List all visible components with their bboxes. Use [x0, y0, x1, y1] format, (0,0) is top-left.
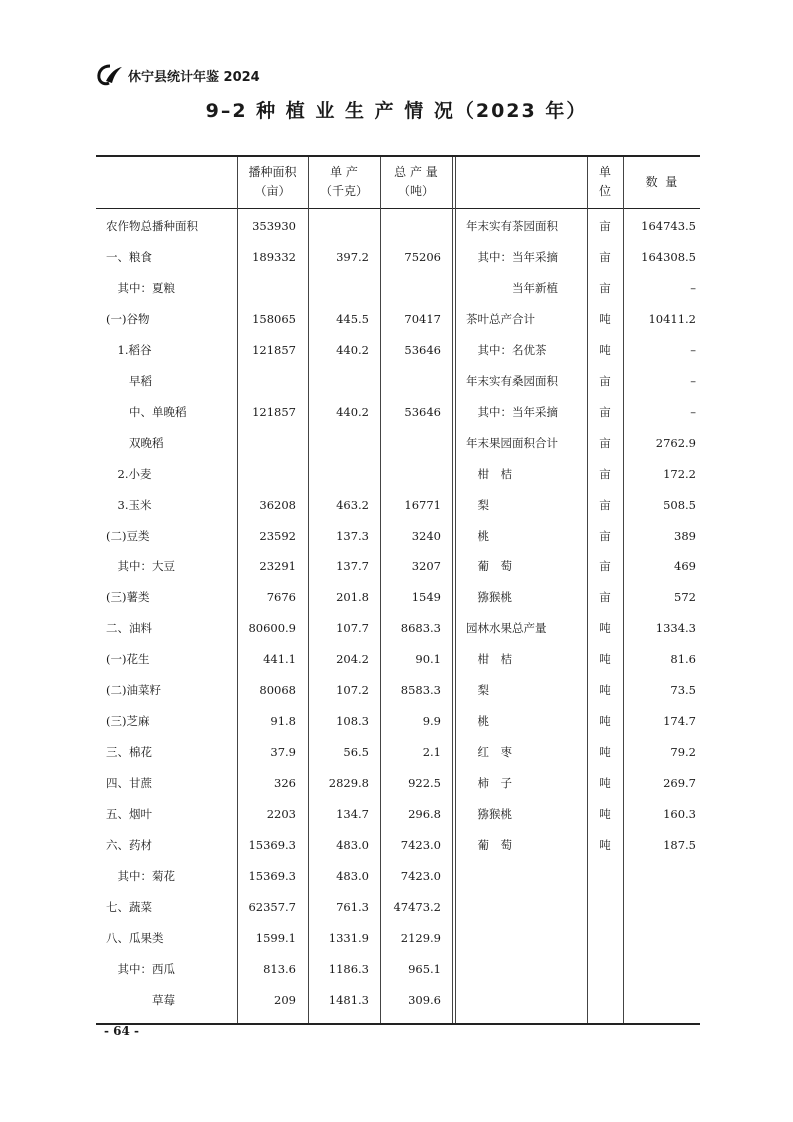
sown-area-value: 121857: [252, 342, 296, 357]
sown-area-value: 62357.7: [248, 899, 296, 914]
header-yield: [308, 156, 380, 208]
yield-value: 483.0: [336, 838, 369, 852]
output-value: 47473.2: [393, 899, 441, 914]
header-line: （亩）: [254, 184, 291, 198]
crop-item-label: 2.小麦: [106, 466, 152, 481]
yield-value: 201.8: [336, 590, 369, 605]
unit-value: 吨: [599, 652, 611, 667]
unit-value: 亩: [599, 466, 611, 481]
quantity-value: –: [690, 404, 696, 419]
output-value: 3240: [411, 528, 441, 543]
orchard-item-label: 其中：当年采摘: [466, 249, 558, 264]
quantity-value: 187.5: [663, 838, 696, 852]
unit-value: 亩: [599, 497, 611, 512]
crop-item-label: 3.玉米: [106, 497, 152, 512]
crop-item-label: 农作物总播种面积: [106, 219, 198, 233]
output-value: 53646: [404, 404, 441, 419]
quantity-value: 172.2: [663, 466, 696, 481]
crop-item-label: 其中：大豆: [106, 559, 175, 574]
output-value: 309.6: [408, 992, 441, 1007]
header-quantity: [623, 156, 700, 208]
orchard-item-label: 年末果园面积合计: [466, 435, 558, 450]
output-value: 922.5: [408, 776, 441, 791]
unit-value: 亩: [599, 435, 611, 450]
crop-item-label: 七、蔬菜: [106, 899, 152, 914]
quantity-value: 469: [674, 559, 696, 574]
unit-value: 吨: [599, 838, 611, 852]
unit-value: 亩: [599, 249, 611, 264]
table-row: [96, 830, 700, 861]
output-value: 16771: [404, 497, 441, 512]
header-line: 单 产: [330, 165, 358, 179]
yield-value: 134.7: [336, 807, 369, 822]
output-value: 70417: [404, 311, 441, 326]
table-row: [96, 304, 700, 335]
crop-item-label: 三、棉花: [106, 745, 152, 760]
output-value: 1549: [411, 590, 441, 605]
unit-value: 吨: [599, 683, 611, 698]
crop-item-label: 二、油料: [106, 621, 152, 636]
crop-item-label: (二)油菜籽: [106, 683, 161, 698]
header-line: （千克）: [319, 184, 368, 198]
quantity-value: –: [690, 373, 696, 388]
orchard-item-label: 园林水果总产量: [466, 621, 547, 636]
output-value: 296.8: [408, 807, 441, 822]
yield-value: 440.2: [336, 404, 369, 419]
sown-area-value: 441.1: [263, 652, 296, 667]
crop-item-label: 其中：夏粮: [106, 280, 175, 295]
orchard-item-label: 梨: [466, 683, 489, 698]
sown-area-value: 2203: [266, 807, 296, 822]
sown-area-value: 80068: [259, 683, 296, 698]
header-line: 播种面积: [248, 165, 297, 179]
unit-value: 吨: [599, 311, 611, 326]
table-row: [96, 211, 700, 242]
orchard-item-label: 当年新植: [466, 280, 558, 295]
quantity-value: 79.2: [670, 745, 696, 760]
book-title: 休宁县统计年鉴 2024: [128, 69, 260, 85]
orchard-item-label: 柿 子: [466, 776, 512, 791]
yield-value: 2829.8: [328, 776, 369, 791]
table-row: [96, 335, 700, 366]
quantity-value: 572: [674, 590, 696, 605]
quantity-value: 164743.5: [641, 219, 696, 233]
orchard-item-label: 葡 萄: [466, 559, 512, 574]
crop-item-label: 双晚稻: [106, 435, 164, 450]
header-rule: [96, 208, 700, 209]
sown-area-value: 36208: [259, 497, 296, 512]
yield-value: 1481.3: [328, 992, 369, 1007]
quantity-value: 2762.9: [655, 435, 696, 450]
crop-item-label: 中、单晚稻: [106, 404, 187, 419]
orchard-item-label: 年末实有茶园面积: [466, 219, 558, 233]
output-value: 90.1: [415, 652, 441, 667]
output-value: 8583.3: [400, 683, 441, 698]
crop-item-label: 1.稻谷: [106, 342, 152, 357]
output-value: 965.1: [408, 961, 441, 976]
orchard-item-label: 红 枣: [466, 745, 512, 760]
sown-area-value: 91.8: [270, 714, 296, 729]
header-line: 位: [598, 184, 611, 198]
output-value: 75206: [404, 249, 441, 264]
sown-area-value: 326: [274, 776, 296, 791]
table-row: [96, 521, 700, 552]
yield-value: 483.0: [336, 868, 369, 883]
yield-value: 107.2: [336, 683, 369, 698]
quantity-value: 160.3: [663, 807, 696, 822]
orchard-item-label: 桃: [466, 714, 489, 729]
quantity-value: 1334.3: [655, 621, 696, 636]
table-row: [96, 954, 700, 985]
unit-value: 亩: [599, 373, 611, 388]
output-value: 53646: [404, 342, 441, 357]
crop-item-label: 早稻: [106, 373, 152, 388]
table-row: [96, 459, 700, 490]
crop-item-label: (三)薯类: [106, 590, 150, 605]
sown-area-value: 23291: [259, 559, 296, 574]
table-bottom-rule: [96, 1023, 700, 1025]
output-value: 8683.3: [400, 621, 441, 636]
table-row: [96, 737, 700, 768]
table-row: [96, 985, 700, 1016]
output-value: 3207: [411, 559, 441, 574]
output-value: 7423.0: [400, 868, 441, 883]
yield-value: 463.2: [336, 497, 369, 512]
crop-item-label: 其中：西瓜: [106, 961, 175, 976]
header-line: 总 产 量: [394, 165, 438, 179]
table-row: [96, 675, 700, 706]
yield-value: 137.7: [336, 559, 369, 574]
sown-area-value: 80600.9: [248, 621, 296, 636]
table-row: [96, 582, 700, 613]
yield-value: 761.3: [336, 899, 369, 914]
sown-area-value: 7676: [266, 590, 296, 605]
table-row: [96, 242, 700, 273]
quantity-value: 10411.2: [648, 311, 696, 326]
yield-value: 445.5: [336, 311, 369, 326]
table-row: [96, 923, 700, 954]
quantity-value: 164308.5: [641, 249, 696, 264]
quantity-value: 73.5: [670, 683, 696, 698]
table-row: [96, 428, 700, 459]
output-value: 2.1: [422, 745, 441, 760]
yield-value: 1186.3: [328, 961, 369, 976]
yield-value: 1331.9: [328, 930, 369, 945]
header-sown-area: [237, 156, 308, 208]
unit-value: 亩: [599, 528, 611, 543]
table-row: [96, 768, 700, 799]
table-row: [96, 706, 700, 737]
unit-value: 亩: [599, 219, 611, 233]
table-row: [96, 490, 700, 521]
crop-item-label: 六、药材: [106, 838, 152, 852]
sown-area-value: 158065: [252, 311, 296, 326]
unit-value: 亩: [599, 280, 611, 295]
table-row: [96, 644, 700, 675]
orchard-item-label: 桃: [466, 528, 489, 543]
table-row: [96, 366, 700, 397]
quantity-value: 389: [674, 528, 696, 543]
crop-item-label: 一、粮食: [106, 249, 152, 264]
unit-value: 吨: [599, 342, 611, 357]
table-row: [96, 613, 700, 644]
header-unit: [587, 156, 623, 208]
header-line: 单: [598, 165, 611, 179]
yield-value: 204.2: [336, 652, 369, 667]
unit-value: 吨: [599, 807, 611, 822]
sown-area-value: 813.6: [263, 961, 296, 976]
orchard-item-label: 柑 桔: [466, 652, 512, 667]
unit-value: 亩: [599, 559, 611, 574]
sown-area-value: 15369.3: [248, 868, 296, 883]
orchard-item-label: 猕猴桃: [466, 590, 512, 605]
quantity-value: 269.7: [663, 776, 696, 791]
yearbook-header: [96, 62, 260, 88]
unit-value: 吨: [599, 714, 611, 729]
output-value: 9.9: [422, 714, 441, 729]
header-output: [380, 156, 452, 208]
yield-value: 137.3: [336, 528, 369, 543]
yield-value: 397.2: [336, 249, 369, 264]
page-title: 9–2 种 植 业 生 产 情 况（2023 年）: [205, 100, 588, 122]
orchard-item-label: 葡 萄: [466, 838, 512, 852]
sown-area-value: 121857: [252, 404, 296, 419]
yield-value: 108.3: [336, 714, 369, 729]
yearbook-logo-icon: [96, 63, 124, 87]
sown-area-value: 1599.1: [255, 930, 296, 945]
unit-value: 吨: [599, 621, 611, 636]
unit-value: 亩: [599, 590, 611, 605]
crop-item-label: (三)芝麻: [106, 714, 150, 729]
crop-item-label: (二)豆类: [106, 528, 150, 543]
header-line: 数 量: [645, 174, 678, 189]
crop-item-label: (一)谷物: [106, 311, 150, 326]
table-row: [96, 861, 700, 892]
crop-item-label: (一)花生: [106, 652, 150, 667]
orchard-item-label: 梨: [466, 497, 489, 512]
orchard-item-label: 茶叶总产合计: [466, 311, 535, 326]
quantity-value: 81.6: [670, 652, 696, 667]
sown-area-value: 15369.3: [248, 838, 296, 852]
sown-area-value: 37.9: [270, 745, 296, 760]
quantity-value: –: [690, 280, 696, 295]
table-row: [96, 892, 700, 923]
yield-value: 440.2: [336, 342, 369, 357]
quantity-value: 174.7: [663, 714, 696, 729]
table-row: [96, 799, 700, 830]
sown-area-value: 189332: [252, 249, 296, 264]
unit-value: 吨: [599, 745, 611, 760]
yield-value: 107.7: [336, 621, 369, 636]
table-row: [96, 397, 700, 428]
sown-area-value: 209: [274, 992, 296, 1007]
output-value: 7423.0: [400, 838, 441, 852]
crop-item-label: 其中：菊花: [106, 868, 175, 883]
unit-value: 吨: [599, 776, 611, 791]
orchard-item-label: 其中：当年采摘: [466, 404, 558, 419]
crop-item-label: 五、烟叶: [106, 807, 152, 822]
crop-item-label: 八、瓜果类: [106, 930, 164, 945]
table-row: [96, 273, 700, 304]
orchard-item-label: 其中：名优茶: [466, 342, 547, 357]
quantity-value: 508.5: [663, 497, 696, 512]
yield-value: 56.5: [343, 745, 369, 760]
crop-item-label: 四、甘蔗: [106, 776, 152, 791]
quantity-value: –: [690, 342, 696, 357]
output-value: 2129.9: [400, 930, 441, 945]
table-row: [96, 551, 700, 582]
page-number: - 64 -: [104, 1024, 140, 1038]
unit-value: 亩: [599, 404, 611, 419]
sown-area-value: 23592: [259, 528, 296, 543]
header-line: （吨）: [397, 184, 434, 198]
orchard-item-label: 猕猴桃: [466, 807, 512, 822]
crop-item-label: 草莓: [106, 992, 175, 1007]
orchard-item-label: 年末实有桑园面积: [466, 373, 558, 388]
sown-area-value: 353930: [252, 219, 296, 233]
orchard-item-label: 柑 桔: [466, 466, 512, 481]
